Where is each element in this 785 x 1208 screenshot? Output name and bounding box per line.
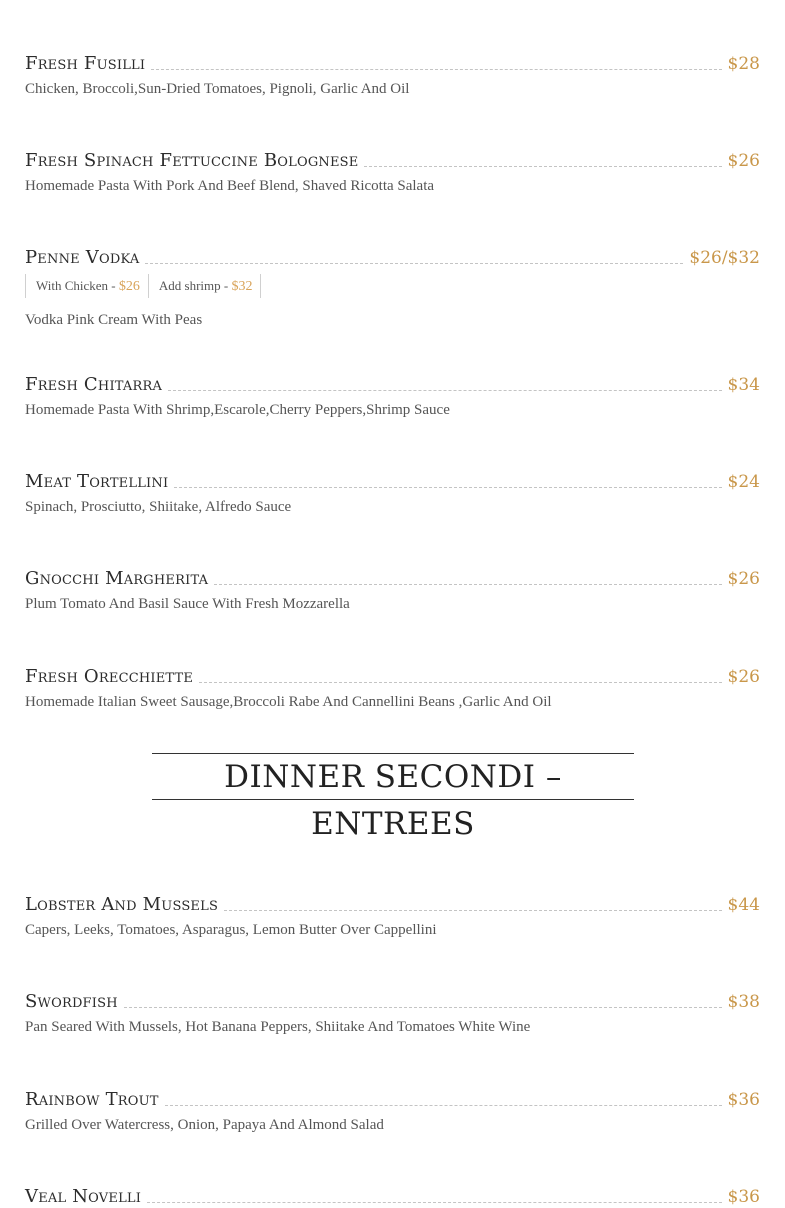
menu-item-header [25, 145, 760, 171]
menu-item [25, 1084, 760, 1134]
menu-item-price: $24 [727, 472, 760, 492]
menu-item [25, 889, 760, 939]
menu-item [25, 986, 760, 1036]
addon-price: $26 [118, 279, 140, 294]
dot-leader [174, 487, 721, 488]
menu-item-description: Vodka Pink Cream With Peas [25, 312, 203, 328]
menu-item-description: Chicken, Broccoli,Sun-Dried Tomatoes, Pignoli, Garlic And Oil [25, 81, 410, 97]
dot-leader [214, 584, 721, 585]
menu-item [25, 661, 760, 711]
menu-item-name: Fresh Orecchiette [25, 666, 194, 687]
dot-leader [124, 1007, 722, 1008]
menu-item-name: Rainbow Trout [25, 1089, 159, 1110]
menu-item-price: $26/$32 [689, 248, 760, 268]
menu-item-price: $36 [727, 1090, 760, 1110]
dot-leader [364, 166, 721, 167]
addon-price: $32 [231, 279, 253, 294]
menu-item-description: Capers, Leeks, Tomatoes, Asparagus, Lemon Butter Over Cappellini [25, 922, 437, 938]
menu-item-name: Fresh Spinach Fettuccine Bolognese [25, 150, 359, 171]
menu-item [25, 145, 760, 195]
addon-separator: - [220, 278, 232, 293]
dot-leader [199, 682, 721, 683]
menu-item-name: Fresh Chitarra [25, 374, 163, 395]
dot-leader [151, 69, 721, 70]
menu-item-header [25, 563, 760, 589]
menu-item-header [25, 369, 760, 395]
menu-item-description: Homemade Italian Sweet Sausage,Broccoli Rabe And Cannellini Beans ,Garlic And Oil [25, 694, 552, 710]
menu-item-price: $26 [727, 667, 760, 687]
menu-item-name: Lobster And Mussels [25, 894, 219, 915]
dot-leader [147, 1202, 721, 1203]
menu-item-name: Penne Vodka [25, 247, 140, 268]
menu-item [25, 369, 760, 419]
menu-item [25, 563, 760, 613]
menu-item-price: $34 [727, 375, 760, 395]
menu-item [25, 1181, 760, 1207]
addon-separator: - [108, 278, 119, 293]
menu-item-name: Veal Novelli [25, 1186, 142, 1207]
dot-leader [168, 390, 721, 391]
menu-item-header [25, 1181, 760, 1207]
menu-item-header [25, 661, 760, 687]
menu-item-description: Grilled Over Watercress, Onion, Papaya And Almond Salad [25, 1117, 384, 1133]
menu-item-header [25, 48, 760, 74]
menu-item-header [25, 242, 760, 268]
addon-label: With Chicken [36, 278, 109, 293]
menu-item [25, 242, 760, 329]
menu-item-price: $38 [727, 992, 760, 1012]
menu-item-price: $44 [727, 895, 760, 915]
section-heading: DINNER SECONDI – ENTREES [152, 753, 634, 800]
menu-item-addons [25, 274, 760, 298]
menu-item-name: Fresh Fusilli [25, 53, 146, 74]
menu-item-name: Swordfish [25, 991, 118, 1012]
addon-option [149, 274, 262, 298]
menu-item-name: Gnocchi Margherita [25, 568, 209, 589]
menu-item-price: $36 [727, 1187, 760, 1207]
addon-option [25, 274, 149, 298]
dot-leader [145, 263, 683, 264]
menu-item-description: Homemade Pasta With Pork And Beef Blend, Shaved Ricotta Salata [25, 178, 435, 194]
menu-item-description: Plum Tomato And Basil Sauce With Fresh Mozzarella [25, 596, 350, 612]
menu-item-description: Pan Seared With Mussels, Hot Banana Peppers, Shiitake And Tomatoes White Wine [25, 1019, 531, 1035]
menu-item-description: Spinach, Prosciutto, Shiitake, Alfredo Sauce [25, 499, 292, 515]
menu-item-description: Homemade Pasta With Shrimp,Escarole,Cherry Peppers,Shrimp Sauce [25, 402, 450, 418]
dot-leader [224, 910, 721, 911]
menu-item [25, 48, 760, 98]
menu-item-header [25, 889, 760, 915]
menu-item-header [25, 466, 760, 492]
menu-item-price: $26 [727, 569, 760, 589]
menu-item [25, 466, 760, 516]
dot-leader [165, 1105, 722, 1106]
addon-label: Add shrimp [158, 278, 221, 293]
menu-item-price: $26 [727, 151, 760, 171]
menu-item-name: Meat Tortellini [25, 471, 169, 492]
menu-item-header [25, 1084, 760, 1110]
menu-item-price: $28 [727, 54, 760, 74]
menu-item-header [25, 986, 760, 1012]
